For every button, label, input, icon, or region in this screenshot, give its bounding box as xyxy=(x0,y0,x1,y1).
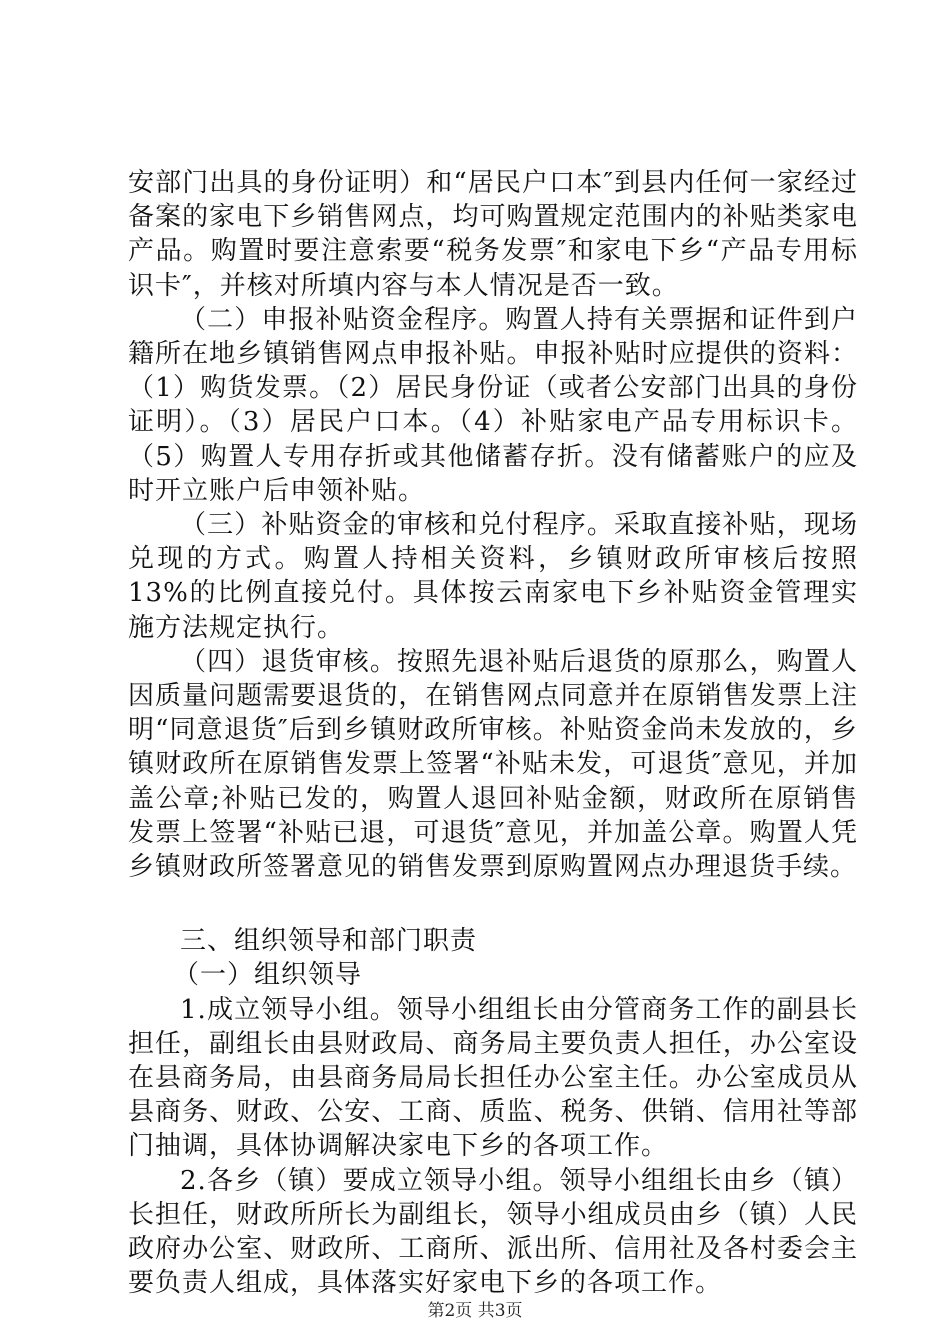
section-gap xyxy=(128,884,858,924)
paragraph-return-review: （四）退货审核。按照先退补贴后退货的原那么，购置人因质量问题需要退货的，在销售网点同意并在原销售发票上注明“同意退货″后到乡镇财政所审核。补贴资金尚未发放的，乡镇财政所在原销售发票上签署“补贴未发，可退货″意见，并加盖公章;补贴已发的，购置人退回补贴金额，财政所在原销售发票上签署“补贴已退，可退货″意见，并加盖公章。购置人凭乡镇财政所签署意见的销售发票到原购置网点办理退货手续。 xyxy=(128,646,858,883)
paragraph-review-payment: （三）补贴资金的审核和兑付程序。采取直接补贴，现场兑现的方式。购置人持相关资料，乡镇财政所审核后按照13%的比例直接兑付。具体按云南家电下乡补贴资金管理实施方法规定执行。 xyxy=(128,510,858,643)
paragraph-township-group: 2.各乡（镇）要成立领导小组。领导小组组长由乡（镇）长担任，财政所所长为副组长，领导小组成员由乡（镇）人民政府办公室、财政所、工商所、派出所、信用社及各村委会主要负责人组成，具体落实好家电下乡的各项工作。 xyxy=(128,1165,858,1299)
document-body xyxy=(128,166,858,1301)
section-heading: 三、组织领导和部门职责 xyxy=(180,926,478,957)
paragraph-continuation: 安部门出具的身份证明）和“居民户口本″到县内任何一家经过备案的家电下乡销售网点，均可购置规定范围内的补贴类家电产品。购置时要注意索要“税务发票″和家电下乡“产品专用标识卡″，并核对所填内容与本人情况是否一致。 xyxy=(128,168,858,301)
paragraph-declare-subsidy: （二）申报补贴资金程序。购置人持有关票据和证件到户籍所在地乡镇销售网点申报补贴。申报补贴时应提供的资料：（1）购货发票。（2）居民身份证（或者公安部门出具的身份证明）。（3）居民户口本。（4）补贴家电产品专用标识卡。（5）购置人专用存折或其他储蓄存折。没有储蓄账户的应及时开立账户后申领补贴。 xyxy=(128,304,858,506)
paragraph-leading-group: 1.成立领导小组。领导小组组长由分管商务工作的副县长担任，副组长由县财政局、商务局主要负责人担任，办公室设在县商务局，由县商务局局长担任办公室主任。办公室成员从县商务、财政、公安、工商、质监、税务、供销、信用社等部门抽调，具体协调解决家电下乡的各项工作。 xyxy=(128,994,858,1162)
subsection-heading: （一）组织领导 xyxy=(173,960,363,991)
page-footer: 第2页 共3页 xyxy=(427,1301,523,1321)
